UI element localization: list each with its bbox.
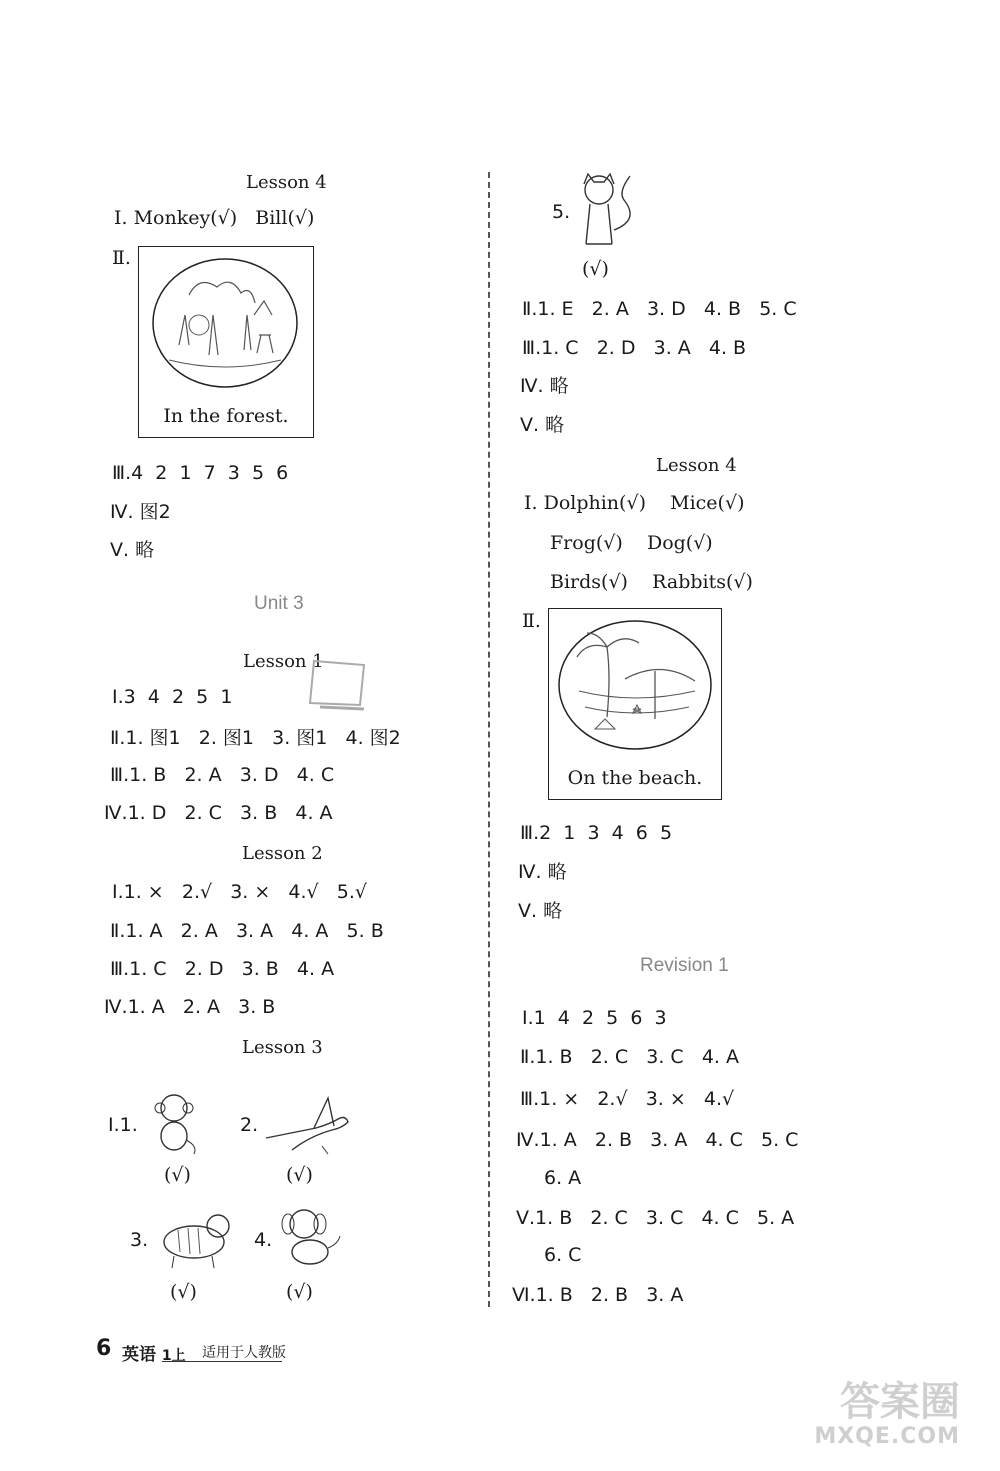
u3l3-item4-label: 4. [254, 1229, 273, 1251]
u3-lesson2-title: Lesson 2 [242, 843, 323, 864]
l4-ii-label: Ⅱ. [112, 247, 131, 269]
stamp-icon [306, 655, 372, 717]
r-v-answer: Ⅴ. 略 [520, 414, 565, 436]
r-l4-i-line1: Ⅰ. Dolphin(√) Mice(√) [524, 492, 745, 514]
rev-iii-answer: Ⅲ.1. × 2.√ 3. × 4.√ [520, 1088, 735, 1110]
u3-lesson1-title: Lesson 1 [243, 651, 324, 672]
r-l4-ii-label: Ⅱ. [522, 610, 541, 632]
u3l2-ii-answer: Ⅱ.1. A 2. A 3. A 4. A 5. B [110, 920, 384, 942]
footer-grade: 1上 [161, 1348, 186, 1364]
rev-i-answer: Ⅰ.1 4 2 5 6 3 [522, 1007, 667, 1029]
beach-illustration [555, 617, 715, 757]
beach-caption: On the beach. [567, 767, 703, 789]
dog-icon [274, 1204, 344, 1270]
cat-icon [576, 170, 640, 248]
footer-underline [162, 1361, 282, 1362]
u3l3-item3-label: 3. [130, 1229, 149, 1251]
rev-ii-answer: Ⅱ.1. B 2. C 3. C 4. A [520, 1046, 739, 1068]
u3l2-iv-answer: Ⅳ.1. A 2. A 3. B [104, 996, 276, 1018]
tiger-icon [156, 1206, 236, 1270]
u3l1-ii-answer: Ⅱ.1. 图1 2. 图1 3. 图1 4. 图2 [110, 727, 401, 749]
l4-i-answer: Ⅰ. Monkey(√) Bill(√) [114, 207, 315, 229]
revision-1-heading: Revision 1 [640, 955, 729, 976]
beach-picture-box [548, 608, 722, 800]
forest-illustration [149, 255, 301, 395]
l4-iv-answer: Ⅳ. 图2 [110, 501, 171, 523]
rev-v-answer-line2: 6. C [544, 1244, 582, 1266]
u3l1-iii-answer: Ⅲ.1. B 2. A 3. D 4. C [110, 764, 335, 786]
r-l4-v-answer: Ⅴ. 略 [518, 900, 563, 922]
dog-check: (√) [286, 1281, 313, 1303]
l4-v-answer: Ⅴ. 略 [110, 539, 155, 561]
r-l4-i-line2: Frog(√) Dog(√) [550, 532, 713, 554]
u3l2-i-answer: Ⅰ.1. × 2.√ 3. × 4.√ 5.√ [112, 881, 367, 903]
item5-label: 5. [552, 201, 571, 223]
watermark-bottom: MXQE.COM [814, 1424, 960, 1449]
rev-vi-answer: Ⅵ.1. B 2. B 3. A [512, 1284, 684, 1306]
u3l1-iv-answer: Ⅳ.1. D 2. C 3. B 4. A [104, 802, 333, 824]
rev-v-answer-line1: Ⅴ.1. B 2. C 3. C 4. C 5. A [516, 1207, 795, 1229]
watermark-top: 答案圈 [840, 1379, 960, 1425]
column-divider [488, 172, 490, 1307]
cat-check: (√) [582, 258, 609, 280]
lesson4-title-right: Lesson 4 [656, 455, 737, 476]
bird-icon [262, 1094, 358, 1158]
tiger-check: (√) [170, 1281, 197, 1303]
monkey-icon [150, 1090, 200, 1156]
r-l4-iv-answer: Ⅳ. 略 [518, 861, 567, 883]
u3l1-i-answer: Ⅰ.3 4 2 5 1 [112, 686, 233, 708]
u3l2-iii-answer: Ⅲ.1. C 2. D 3. B 4. A [110, 958, 335, 980]
r-iv-answer: Ⅳ. 略 [520, 375, 569, 397]
forest-caption: In the forest. [163, 405, 289, 427]
rev-iv-answer-line2: 6. A [544, 1167, 582, 1189]
l4-iii-answer: Ⅲ.4 2 1 7 3 5 6 [112, 462, 289, 484]
r-iii-answer: Ⅲ.1. C 2. D 3. A 4. B [522, 337, 747, 359]
forest-picture-box [138, 246, 314, 438]
u3l3-i-label: Ⅰ.1. [108, 1114, 138, 1136]
monkey-check: (√) [164, 1164, 191, 1186]
bird-check: (√) [286, 1164, 313, 1186]
u3l3-item2-label: 2. [240, 1114, 259, 1136]
watermark-logo [814, 1380, 960, 1449]
page-number: 6 [96, 1336, 112, 1361]
u3-lesson3-title: Lesson 3 [242, 1037, 323, 1058]
footer-subject-name: 英语 [122, 1345, 156, 1365]
r-l4-i-line3: Birds(√) Rabbits(√) [550, 571, 753, 593]
lesson4-title-left: Lesson 4 [246, 172, 327, 193]
r-l4-iii-answer: Ⅲ.2 1 3 4 6 5 [520, 822, 673, 844]
rev-iv-answer-line1: Ⅳ.1. A 2. B 3. A 4. C 5. C [516, 1129, 799, 1151]
footer-edition: 适用于人教版 [202, 1345, 286, 1361]
unit-3-heading: Unit 3 [254, 593, 304, 614]
r-ii-answer: Ⅱ.1. E 2. A 3. D 4. B 5. C [522, 298, 797, 320]
